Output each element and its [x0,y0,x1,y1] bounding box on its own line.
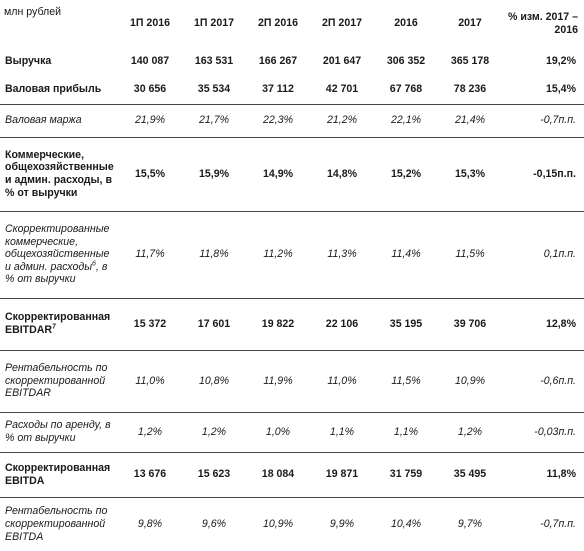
cell: 21,9% [118,104,182,137]
cell: 14,8% [310,137,374,211]
row-label: Валовая маржа [0,104,118,137]
footnote-marker: 6 [92,260,96,268]
row-label: Скорректированная EBITDAR$^7$ [0,298,118,350]
change-cell: 0,1п.п. [502,211,584,298]
column-header: 1П 2016 [129,17,171,30]
change-cell: -0,6п.п. [502,350,584,412]
cell: 15,5% [118,137,182,211]
cell: 9,7% [457,517,483,530]
change-cell: -0,7п.п. [502,104,584,137]
change-cell: -0,03п.п. [502,412,584,452]
cell: 166 267 [258,55,298,68]
row-label: Рентабельность по скорректированной EBITDAR [0,350,118,412]
cell: 9,8% [137,517,163,530]
cell: 140 087 [130,55,170,68]
row-label: Коммерческие, общехозяйственные и админ. расходы, в % от выручки [0,137,118,211]
cell: 11,0% [310,350,374,412]
cell: 15,3% [438,137,502,211]
cell: 11,5% [438,211,502,298]
unit-label: млн рублей [4,6,62,18]
change-cell: 19,2% [545,55,576,68]
header-row [0,0,584,47]
table-row [0,104,584,137]
cell: 35 495 [438,452,502,497]
cell: 11,9% [246,350,310,412]
cell: 1,1% [310,412,374,452]
cell: 9,6% [201,517,227,530]
cell: 11,4% [374,211,438,298]
cell: 21,2% [310,104,374,137]
change-cell: 11,8% [502,452,584,497]
table-row [0,47,584,76]
cell: 18 084 [246,452,310,497]
column-header: 2П 2016 [257,17,299,30]
cell: 1,2% [438,412,502,452]
cell: 306 352 [386,55,426,68]
cell: 11,5% [374,350,438,412]
cell: 15,9% [182,137,246,211]
cell: 67 768 [374,76,438,104]
table-row [0,350,584,412]
cell: 10,9% [438,350,502,412]
cell: 1,1% [374,412,438,452]
cell: 11,0% [118,350,182,412]
cell: 35 195 [374,298,438,350]
cell: 9,9% [329,517,355,530]
table-row [0,412,584,452]
row-label: Скорректированные коммерческие, общехозяйственные и админ. расходы$^6$, в % от выручки [0,211,118,298]
change-cell: -0,15п.п. [502,137,584,211]
cell: 201 647 [322,55,362,68]
cell: 1,0% [246,412,310,452]
row-label: Рентабельность по скорректированной EBITDA [5,505,108,543]
table-row [0,298,584,350]
cell: 11,2% [246,211,310,298]
cell: 13 676 [118,452,182,497]
cell: 11,7% [118,211,182,298]
footnote-marker: 7 [52,323,56,331]
cell: 39 706 [438,298,502,350]
cell: 14,9% [246,137,310,211]
cell: 10,8% [182,350,246,412]
row-label: Расходы по аренду, в % от выручки [0,412,118,452]
cell: 163 531 [194,55,234,68]
cell: 365 178 [450,55,490,68]
table-row [0,452,584,497]
cell: 21,4% [438,104,502,137]
cell: 78 236 [438,76,502,104]
cell: 19 871 [310,452,374,497]
row-label: Валовая прибыль [0,76,118,104]
cell: 19 822 [246,298,310,350]
cell: 11,3% [310,211,374,298]
cell: 1,2% [118,412,182,452]
cell: 10,4% [390,517,422,530]
cell: 15 623 [182,452,246,497]
cell: 10,9% [262,517,294,530]
table-row [0,137,584,211]
cell: 35 534 [182,76,246,104]
cell: 37 112 [246,76,310,104]
column-header: 1П 2017 [193,17,235,30]
change-cell: -0,7п.п. [540,517,576,530]
column-header: 2П 2017 [321,17,363,30]
cell: 15,2% [374,137,438,211]
cell: 22 106 [310,298,374,350]
row-label: Скорректированная EBITDA [0,452,118,497]
change-cell: 15,4% [502,76,584,104]
pct-change-header: % изм. 2017 – 2016 [507,10,578,36]
row-label: Выручка [5,55,52,68]
column-header: 2016 [394,17,418,30]
cell: 21,7% [182,104,246,137]
column-header: 2017 [458,17,482,30]
cell: 31 759 [374,452,438,497]
cell: 15 372 [118,298,182,350]
cell: 22,3% [246,104,310,137]
cell: 1,2% [182,412,246,452]
cell: 30 656 [118,76,182,104]
change-cell: 12,8% [502,298,584,350]
cell: 42 701 [310,76,374,104]
cell: 17 601 [182,298,246,350]
table-row [0,76,584,104]
table-row [0,497,584,551]
cell: 11,8% [182,211,246,298]
cell: 22,1% [374,104,438,137]
table-row [0,211,584,298]
